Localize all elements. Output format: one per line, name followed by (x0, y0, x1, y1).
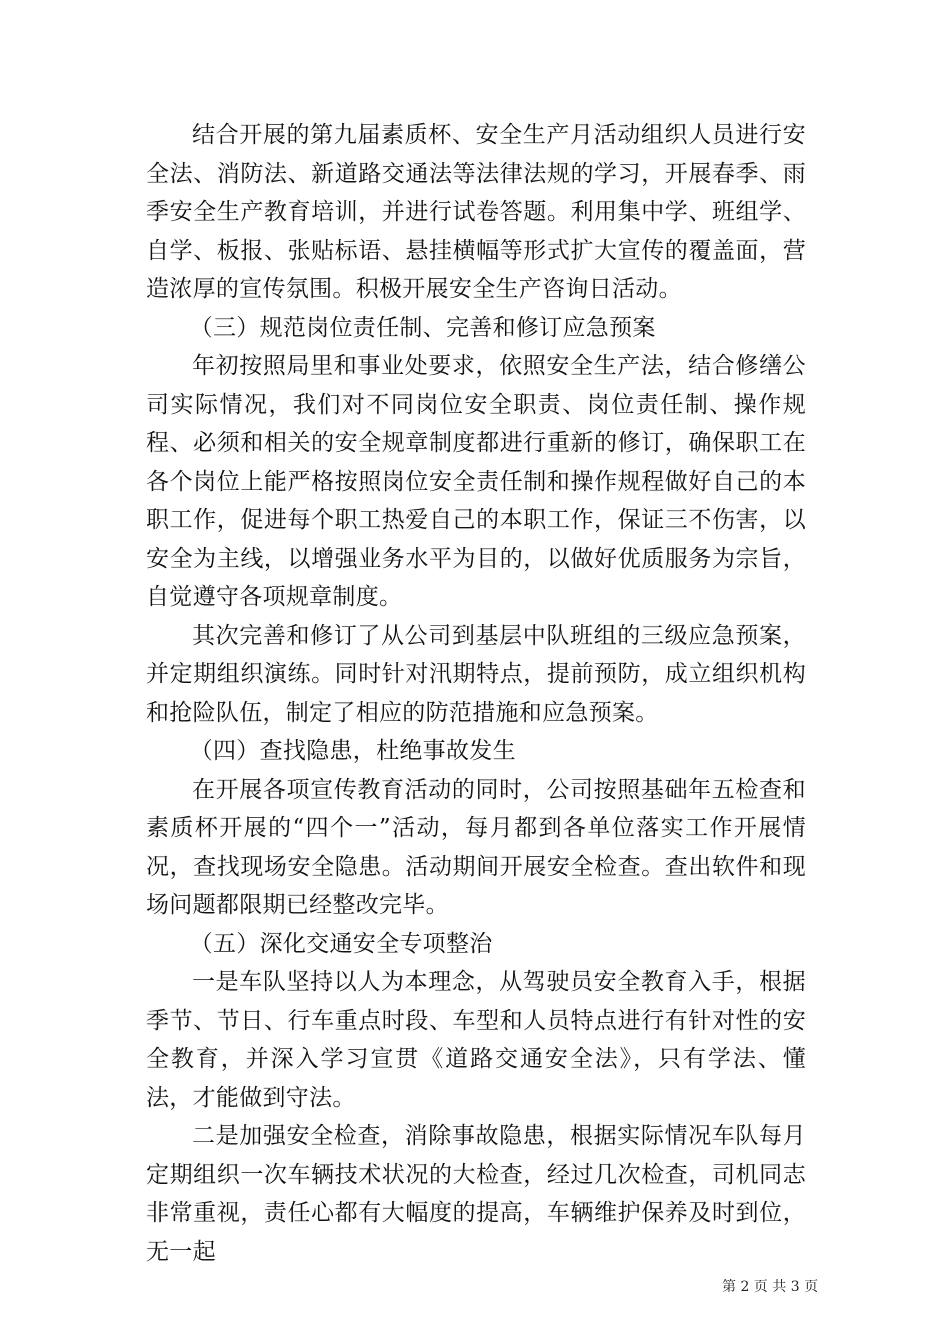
section-heading-4: （四）查找隐患，杜绝事故发生 (189, 738, 516, 764)
paragraph-emergency-plan: 其次完善和修订了从公司到基层中队班组的三级应急预案，并定期组织演练。同时针对汛期特点，提前预防，成立组织机构和抢险队伍，制定了相应的防范措施和应急预案。 (146, 622, 806, 726)
page-number-footer: 第 2 页 共 3 页 (722, 1279, 819, 1295)
section-heading-3: （三）规范岗位责任制、完善和修订应急预案 (189, 314, 656, 341)
paragraph-responsibility: 年初按照局里和事业处要求，依照安全生产法，结合修缮公司实际情况，我们对不同岗位安全职责、岗位责任制、操作规程、必须和相关的安全规章制度都进行重新的修订，确保职工在各个岗位上能严格按照岗位安全责任制和操作规程做好自己的本职工作，促进每个职工热爱自己的本职工作，保证三不伤害，以安全为主线，以增强业务水平为目的，以做好优质服务为宗旨，自觉遵守各项规章制度。 (146, 353, 806, 610)
paragraph-publicity: 结合开展的第九届素质杯、安全生产月活动组织人员进行安全法、消防法、新道路交通法等法律法规的学习，开展春季、雨季安全生产教育培训，并进行试卷答题。利用集中学、班组学、自学、板报、张贴标语、悬挂横幅等形式扩大宣传的覆盖面，营造浓厚的宣传氛围。积极开展安全生产咨询日活动。 (146, 122, 806, 302)
paragraph-hazard-inspection: 在开展各项宣传教育活动的同时，公司按照基础年五检查和素质杯开展的“四个一”活动，每月都到各单位落实工作开展情况，查找现场安全隐患。活动期间开展安全检查。查出软件和现场问题都限期已经整改完毕。 (146, 776, 806, 918)
paragraph-driver-education: 一是车队坚持以人为本理念，从驾驶员安全教育入手，根据季节、节日、行车重点时段、车型和人员特点进行有针对性的安全教育，并深入学习宣贯《道路交通安全法》，只有学法、懂法，才能做到守法。 (146, 969, 806, 1111)
section-heading-5: （五）深化交通安全专项整治 (189, 930, 493, 957)
document-body (146, 116, 806, 1271)
paragraph-vehicle-inspection: 二是加强安全检查，消除事故隐患，根据实际情况车队每月定期组织一次车辆技术状况的大检查，经过几次检查，司机同志非常重视，责任心都有大幅度的提高，车辆维护保养及时到位，无一起 (146, 1123, 806, 1265)
